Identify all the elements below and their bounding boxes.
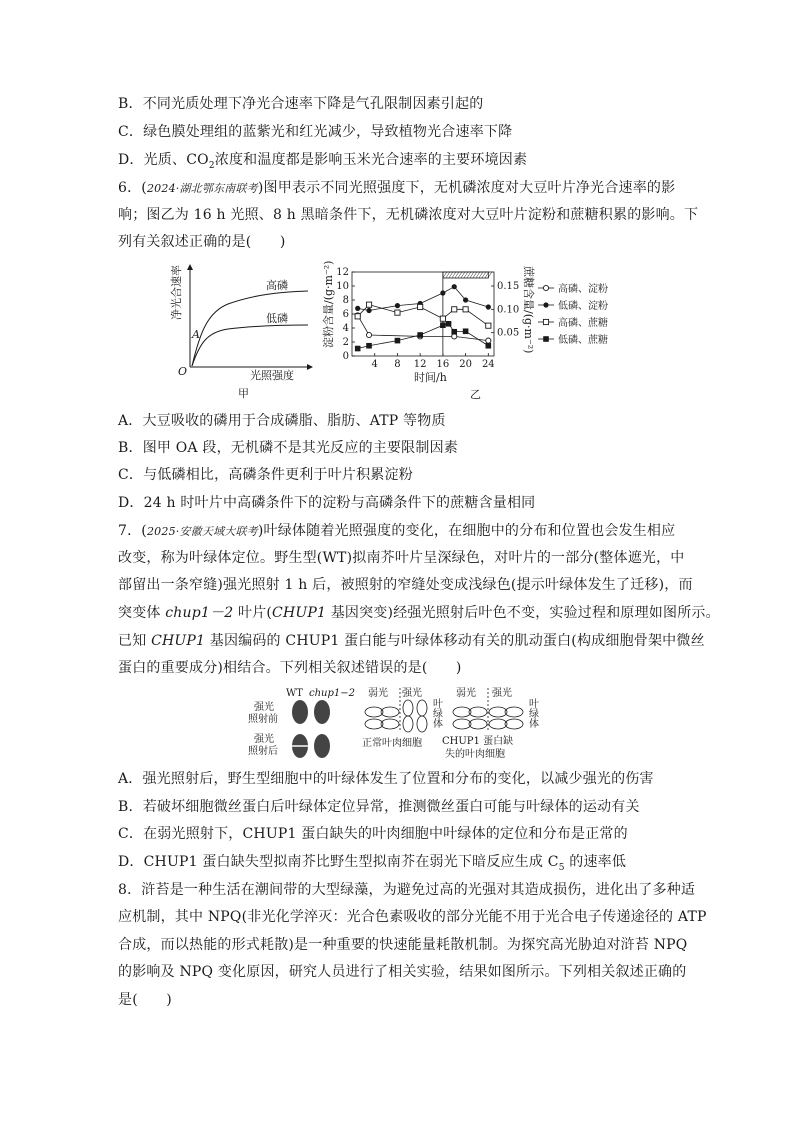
svg-text:照射前: 照射前 bbox=[248, 714, 278, 725]
q5-option-c: C．绿色膜处理组的蓝紫光和红光减少，导致植物光合速率下降 bbox=[118, 124, 513, 140]
data-point-series-2 bbox=[395, 310, 400, 315]
data-point-series-2 bbox=[452, 307, 457, 312]
data-point-series-2 bbox=[440, 316, 445, 321]
q7-option-d: D．CHUP1 蛋白缺失型拟南芥比野生型拟南芥在弱光下暗反应生成 $C_5$ 的速率低 bbox=[118, 854, 627, 873]
svg-text:强光: 强光 bbox=[402, 688, 422, 699]
svg-text:叶绿体: 叶绿体 bbox=[430, 698, 442, 728]
point-a-label: A bbox=[192, 328, 200, 341]
x-tick-label: 16 bbox=[436, 359, 450, 370]
svg-text:叶绿体: 叶绿体 bbox=[526, 698, 538, 728]
curve-low-phosphorus bbox=[192, 325, 308, 366]
svg-text:照射后: 照射后 bbox=[248, 746, 278, 757]
legend-marker-0 bbox=[543, 285, 548, 290]
y-left-tick-label: 8 bbox=[342, 295, 349, 306]
y-left-tick-label: 6 bbox=[342, 309, 349, 320]
legend-label-3: 低磷、蔗糖 bbox=[558, 335, 608, 346]
caption-jia: 甲 bbox=[238, 387, 249, 400]
x-tick-label: 12 bbox=[413, 359, 427, 370]
chart-yi bbox=[322, 260, 642, 400]
curve-low-label: 低磷 bbox=[266, 312, 288, 325]
y-left-tick-label: 4 bbox=[342, 323, 349, 334]
y-right-axis-label: 蔗糖含量/(g·m⁻²) bbox=[522, 266, 535, 354]
figure-q7 bbox=[248, 684, 548, 764]
q8-stem-line4: 的影响及 NPQ 变化原因，研究人员进行了相关实验，结果如图所示。下列相关叙述正确的 bbox=[118, 964, 687, 980]
data-point-series-1 bbox=[395, 303, 400, 308]
label-normal-cell: 正常叶肉细胞 bbox=[362, 738, 422, 749]
legend-label-1: 低磷、淀粉 bbox=[558, 301, 608, 312]
q7-stem-line2: 改变，称为叶绿体定位。野生型(WT)拟南芥叶片呈深绿色，对叶片的一部分(整体遮光，中 bbox=[118, 550, 685, 566]
data-point-series-2 bbox=[355, 314, 360, 319]
y-right-tick-label: 0.15 bbox=[497, 281, 520, 292]
y-axis-label-jia: 净光合速率 bbox=[170, 265, 183, 320]
data-point-series-1 bbox=[366, 308, 371, 313]
data-point-series-0 bbox=[452, 334, 457, 339]
y-right-tick-label: 0.05 bbox=[497, 327, 520, 339]
data-point-series-0 bbox=[366, 332, 371, 337]
x-axis-label-jia: 光照强度 bbox=[250, 369, 294, 382]
x-tick-label: 4 bbox=[371, 359, 378, 370]
svg-text:弱光: 弱光 bbox=[368, 688, 388, 699]
data-point-series-2 bbox=[486, 323, 491, 328]
q7-option-b: B．若破坏细胞微丝蛋白后叶绿体定位异常，推测微丝蛋白可能与叶绿体的运动有关 bbox=[118, 799, 640, 815]
data-point-series-3 bbox=[486, 343, 492, 349]
data-point-series-3 bbox=[366, 343, 372, 349]
y-left-tick-label: 0 bbox=[342, 351, 349, 362]
q5-option-b: B．不同光质处理下净光合速率下降是气孔限制因素引起的 bbox=[118, 96, 484, 112]
leaf-mut-before bbox=[314, 700, 330, 724]
q6-option-d: D．24 h 时叶片中高磷条件下的淀粉与高磷条件下的蔗糖含量相同 bbox=[118, 495, 536, 511]
q6-option-a: A．大豆吸收的磷用于合成磷脂、脂肪、ATP 等物质 bbox=[118, 413, 446, 429]
q6-option-c: C．与低磷相比，高磷条件更利于叶片积累淀粉 bbox=[118, 467, 413, 483]
normal-cell-weak bbox=[365, 707, 399, 729]
x-axis-label-yi: 时间/h bbox=[414, 371, 447, 384]
x-tick-label: 20 bbox=[459, 359, 472, 370]
data-point-series-2 bbox=[366, 302, 371, 307]
q7-stem-line6: 蛋白的重要成分)相结合。下列相关叙述错误的是( ) bbox=[118, 660, 462, 676]
y-right-tick-label: 0.10 bbox=[497, 304, 520, 316]
legend-marker-1 bbox=[543, 302, 548, 307]
x-tick-label: 24 bbox=[481, 359, 495, 370]
q6-stem-line1: 6．(2024·湖北鄂东南联考)图甲表示不同光照强度下，无机磷浓度对大豆叶片净光合速率的影 bbox=[118, 180, 676, 196]
legend-label-2: 高磷、蔗糖 bbox=[558, 318, 608, 329]
label-mutant-cell-1: CHUP1 蛋白缺 bbox=[442, 736, 514, 747]
data-point-series-1 bbox=[440, 290, 445, 295]
data-point-series-3 bbox=[463, 328, 469, 334]
origin-label: O bbox=[178, 365, 188, 378]
q6-option-b: B．图甲 OA 段，无机磷不是其光反应的主要限制因素 bbox=[118, 440, 458, 456]
data-point-series-0 bbox=[486, 338, 491, 343]
curve-high-label: 高磷 bbox=[266, 279, 288, 292]
data-point-series-3 bbox=[451, 329, 457, 335]
y-left-axis-label: 淀粉含量/(g·m⁻²) bbox=[322, 260, 335, 348]
leaf-wt-before bbox=[292, 700, 308, 724]
x-tick-label: 8 bbox=[394, 359, 401, 370]
mutant-cell-weak bbox=[453, 707, 487, 729]
data-point-series-3 bbox=[355, 346, 361, 352]
data-point-series-1 bbox=[463, 297, 468, 302]
legend-marker-2 bbox=[543, 319, 548, 324]
data-point-series-1 bbox=[355, 306, 360, 311]
q7-stem-line3: 部留出一条窄缝)强光照射 1 h 后，被照射的窄缝处变成浅绿色(提示叶绿体发生了迁移)，而 bbox=[118, 577, 693, 593]
q8-stem-line2: 应机制，其中 NPQ(非光化学淬灭：光合色素吸收的部分光能不用于光合电子传递途径的 ATP bbox=[118, 909, 707, 925]
caption-yi: 乙 bbox=[470, 388, 481, 401]
data-point-series-3 bbox=[446, 321, 452, 327]
svg-text:强光: 强光 bbox=[492, 688, 512, 699]
q8-stem-line3: 合成，而以热能的形式耗散)是一种重要的快速能量耗散机制。为探究高光胁迫对浒苔 NPQ bbox=[118, 937, 688, 953]
normal-cell-strong bbox=[403, 700, 427, 732]
data-point-series-3 bbox=[440, 322, 446, 328]
data-point-series-3 bbox=[395, 338, 401, 344]
label-chup1: chup1−2 bbox=[309, 688, 355, 699]
y-left-tick-label: 2 bbox=[342, 337, 349, 348]
label-mutant-cell-2: 失的叶肉细胞 bbox=[445, 749, 505, 760]
svg-text:弱光: 弱光 bbox=[456, 688, 476, 699]
q7-stem-line4: 突变体 chup1－2 叶片(CHUP1 基因突变)经强光照射后叶色不变，实验过程和原理如图所示。 bbox=[118, 605, 720, 621]
curve-high-phosphorus bbox=[192, 291, 308, 366]
y-left-tick-label: 12 bbox=[336, 267, 349, 278]
figure-jia bbox=[168, 262, 318, 402]
q6-source: 2024·湖北鄂东南联考 bbox=[146, 182, 258, 195]
q6-stem-line2: 响；图乙为 16 h 光照、8 h 黑暗条件下，无机磷浓度对大豆叶片淀粉和蔗糖积累的影响。下 bbox=[118, 207, 699, 223]
legend-marker-3 bbox=[543, 336, 549, 342]
label-wt: WT bbox=[286, 688, 303, 699]
q7-stem-line1: 7．(2025·安徽天域大联考)叶绿体随着光照强度的变化，在细胞中的分布和位置也会发生相应 bbox=[118, 523, 676, 539]
legend-label-0: 高磷、淀粉 bbox=[558, 284, 608, 295]
data-point-series-3 bbox=[417, 332, 423, 338]
q7-option-c: C．在弱光照射下，CHUP1 蛋白缺失的叶肉细胞中叶绿体的定位和分布是正常的 bbox=[118, 826, 628, 842]
data-point-series-2 bbox=[463, 307, 468, 312]
q5-option-d: D．光质、$CO_2$浓度和温度都是影响玉米光合速率的主要环境因素 bbox=[118, 152, 528, 171]
q8-stem-line5: 是( ) bbox=[118, 992, 172, 1008]
svg-text:强光: 强光 bbox=[254, 734, 274, 745]
q7-source: 2025·安徽天域大联考 bbox=[146, 525, 258, 538]
q8-stem-line1: 8．浒苔是一种生活在潮间带的大型绿藻，为避免过高的光强对其造成损伤，进化出了多种适 bbox=[118, 882, 696, 898]
q7-stem-line5: 已知 CHUP1 基因编码的 CHUP1 蛋白能与叶绿体移动有关的肌动蛋白(构成细胞骨架中微丝 bbox=[118, 633, 705, 649]
data-point-series-2 bbox=[418, 304, 423, 309]
leaf-mut-after bbox=[314, 734, 330, 758]
q6-stem-line3: 列有关叙述正确的是( ) bbox=[118, 234, 286, 250]
data-point-series-1 bbox=[452, 284, 457, 289]
svg-text:强光: 强光 bbox=[254, 702, 274, 713]
y-left-tick-label: 10 bbox=[336, 281, 349, 292]
mutant-cell-strong bbox=[489, 707, 523, 729]
q7-option-a: A．强光照射后，野生型细胞中的叶绿体发生了位置和分布的变化，以减少强光的伤害 bbox=[118, 771, 654, 787]
data-point-series-1 bbox=[486, 304, 491, 309]
